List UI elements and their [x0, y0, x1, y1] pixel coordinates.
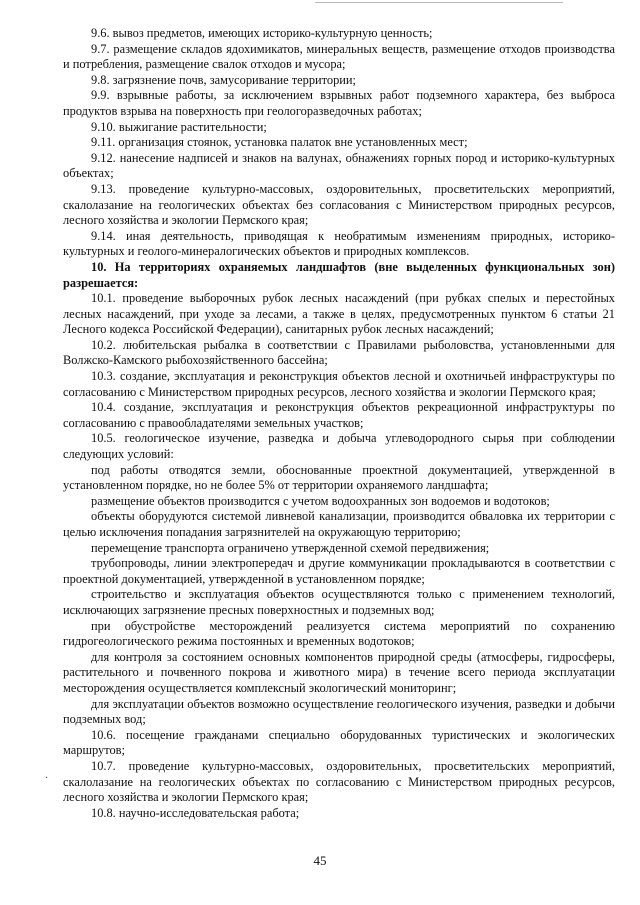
paragraph: 9.14. иная деятельность, приводящая к необратимым изменениям природных, историко-культурных и геолого-минералогических объектов и природных комплексов. — [63, 228, 615, 259]
paragraph: при обустройстве месторождений реализуется система мероприятий по сохранению гидрогеологического режима постоянных и временных водотоков; — [63, 618, 615, 649]
paragraph: для контроля за состоянием основных компонентов природной среды (атмосферы, гидросферы, растительного и почвенного покрова и животного мира) в течение всего периода эксплуатации месторождения осуществляется комплексный экологический мониторинг; — [63, 649, 615, 695]
margin-mark: . — [45, 767, 48, 781]
paragraph: объекты оборудуются системой ливневой канализации, производится обваловка их территории с целью исключения попадания загрязнителей на окружающую территорию; — [63, 509, 615, 539]
paragraph: трубопроводы, линии электропередач и другие коммуникации прокладываются в соответствии с проектной документацией, утвержденной в установленном порядке; — [63, 556, 615, 586]
paragraph: 10.7. проведение культурно-массовых, оздоровительных, просветительских мероприятий, скалолазание на геологических объектах по согласованию с Министерством природных ресурсов, лесного хозяйства и экологии Пермского края; — [63, 758, 615, 805]
paragraph: для эксплуатации объектов возможно осуществление геологического изучения, разведки и добычи подземных вод; — [63, 696, 615, 727]
paragraph: 10.1. проведение выборочных рубок лесных насаждений (при рубках спелых и перестойных лесных насаждений, при уходе за лесами, а также в целях, предусмотренных пунктом 6 статьи 21 Лесного кодекса Российской Федерации), санитарных рубок лесных насаждений; — [63, 291, 615, 337]
page-number: 45 — [313, 853, 327, 868]
document-body — [63, 26, 615, 821]
paragraph: размещение объектов производится с учетом водоохранных зон водоемов и водотоков; — [91, 493, 550, 508]
paragraph: под работы отводятся земли, обоснованные проектной документацией, утвержденной в установленном порядке, но не более 5% от территории охраняемого ландшафта; — [63, 462, 615, 493]
paragraph: 9.13. проведение культурно-массовых, оздоровительных, просветительских мероприятий, скалолазание на геологических объектах без согласования с Министерством природных ресурсов, лесного хозяйства и экологии Пермского края; — [63, 181, 615, 228]
paragraph: 10.2. любительская рыбалка в соответствии с Правилами рыболовства, установленными для Волжско-Камского рыбохозяйственного бассейна; — [63, 337, 615, 368]
paragraph: перемещение транспорта ограничено утвержденной схемой передвижения; — [91, 540, 490, 555]
paragraph: 9.6. вывоз предметов, имеющих историко-культурную ценность; — [91, 26, 433, 40]
paragraph: 10.5. геологическое изучение, разведка и добыча углеводородного сырья при соблюдении следующих условий: — [63, 431, 615, 462]
paragraph: 9.11. организация стоянок, установка палаток вне установленных мест; — [91, 135, 468, 150]
paragraph: 9.8. загрязнение почв, замусоривание территории; — [91, 72, 357, 87]
section-heading: 10. На территориях охраняемых ландшафтов (вне выделенных функциональных зон) разрешается: — [63, 259, 615, 290]
paragraph: 10.4. создание, эксплуатация и реконструкция объектов рекреационной инфраструктуры по согласованию с правообладателями земельных участков; — [63, 400, 615, 430]
paragraph: 10.8. научно-исследовательская работа; — [91, 805, 300, 820]
paragraph: 10.3. создание, эксплуатация и реконструкция объектов лесной и охотничьей инфраструктуры по согласованию с Министерством природных ресурсов, лесного хозяйства и экологии Пермского края; — [63, 369, 615, 399]
paragraph: 9.9. взрывные работы, за исключением взрывных работ подземного характера, без выброса продуктов взрыва на поверхность при геологоразведочных работах; — [63, 88, 615, 118]
paragraph: 10.6. посещение гражданами специально оборудованных туристических и экологических маршрутов; — [63, 727, 615, 758]
paragraph: 9.7. размещение складов ядохимикатов, минеральных веществ, размещение отходов производства и потребления, размещение свалок отходов и мусора; — [63, 41, 615, 72]
scan-edge-line — [315, 2, 563, 3]
paragraph: строительство и эксплуатация объектов осуществляются только с применением технологий, исключающих загрязнение пресных поверхностных и подземных вод; — [63, 587, 615, 617]
paragraph: 9.12. нанесение надписей и знаков на валунах, обнажениях горных пород и историко-культурных объектах; — [63, 150, 615, 181]
paragraph: 9.10. выжигание растительности; — [91, 119, 267, 134]
